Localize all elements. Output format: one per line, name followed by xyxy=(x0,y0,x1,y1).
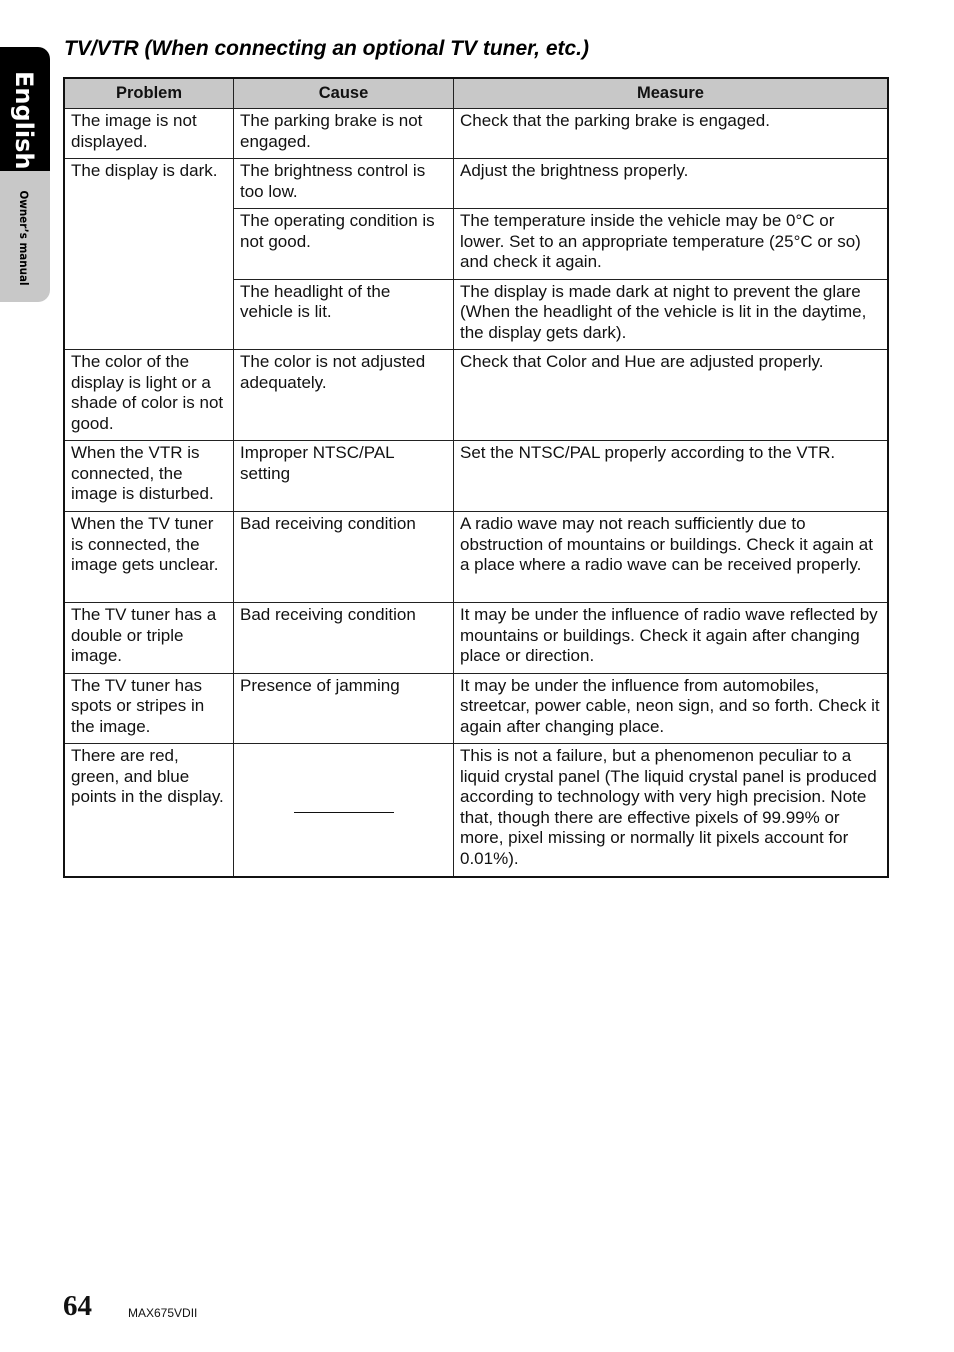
header-measure: Measure xyxy=(454,78,889,109)
cause-cell: The parking brake is not engaged. xyxy=(234,109,454,159)
problem-cell: The TV tuner has a double or triple image. xyxy=(64,603,234,674)
table-row xyxy=(64,109,888,159)
measure-cell: The temperature inside the vehicle may be 0°C or lower. Set to an appropriate temperature (25°C or so) and check it again. xyxy=(454,209,889,280)
measure-cell: It may be under the influence of radio wave reflected by mountains or buildings. Check it again after changing place or direction. xyxy=(454,603,889,674)
page-number: 64 xyxy=(63,1290,92,1322)
measure-cell: It may be under the influence from automobiles, streetcar, power cable, neon sign, and so forth. Check it again after changing place. xyxy=(454,673,889,744)
cause-cell: Improper NTSC/PAL setting xyxy=(234,441,454,512)
cause-cell: The brightness control is too low. xyxy=(234,159,454,209)
cause-cell: Bad receiving condition xyxy=(234,512,454,603)
troubleshooting-table xyxy=(63,77,889,878)
measure-cell: Set the NTSC/PAL properly according to the VTR. xyxy=(454,441,889,512)
cause-cell: The operating condition is not good. xyxy=(234,209,454,280)
table-header-row xyxy=(64,78,888,109)
problem-cell: The display is dark. xyxy=(64,159,234,350)
cause-cell: Presence of jamming xyxy=(234,673,454,744)
measure-cell: The display is made dark at night to prevent the glare (When the headlight of the vehicle is lit in the daytime, the display gets dark). xyxy=(454,279,889,350)
table-row xyxy=(64,159,888,209)
manual-tab-label: Owner’s manual xyxy=(17,190,31,286)
table-row xyxy=(64,441,888,512)
measure-cell: Check that the parking brake is engaged. xyxy=(454,109,889,159)
language-tab-label: English xyxy=(10,71,38,170)
section-title: TV/VTR (When connecting an optional TV tuner, etc.) xyxy=(64,37,590,60)
problem-cell: When the TV tuner is connected, the image gets unclear. xyxy=(64,512,234,603)
table-row xyxy=(64,512,888,603)
problem-cell: The TV tuner has spots or stripes in the image. xyxy=(64,673,234,744)
not-applicable-dash xyxy=(294,812,394,813)
problem-cell: The color of the display is light or a shade of color is not good. xyxy=(64,350,234,441)
cause-cell xyxy=(234,744,454,877)
problem-cell: When the VTR is connected, the image is disturbed. xyxy=(64,441,234,512)
table-body xyxy=(64,109,888,877)
measure-cell: A radio wave may not reach sufficiently due to obstruction of mountains or buildings. Check it again at a place where a radio wave can be received properly. xyxy=(454,512,889,603)
measure-cell: Adjust the brightness properly. xyxy=(454,159,889,209)
cause-cell: Bad receiving condition xyxy=(234,603,454,674)
table-row xyxy=(64,603,888,674)
problem-cell: The image is not displayed. xyxy=(64,109,234,159)
cause-cell: The headlight of the vehicle is lit. xyxy=(234,279,454,350)
header-cause: Cause xyxy=(234,78,454,109)
table-row xyxy=(64,673,888,744)
measure-cell: Check that Color and Hue are adjusted properly. xyxy=(454,350,889,441)
model-name: MAX675VDII xyxy=(128,1306,198,1320)
header-problem: Problem xyxy=(64,78,234,109)
cause-cell: The color is not adjusted adequately. xyxy=(234,350,454,441)
measure-cell: This is not a failure, but a phenomenon peculiar to a liquid crystal panel (The liquid crystal panel is produced according to technology with very high precision. Note that, though there are effective pixels of 99.99% or more, pixel missing or normally lit pixels account for 0.01%). xyxy=(454,744,889,877)
table-row xyxy=(64,350,888,441)
table-row xyxy=(64,744,888,877)
problem-cell: There are red, green, and blue points in the display. xyxy=(64,744,234,877)
